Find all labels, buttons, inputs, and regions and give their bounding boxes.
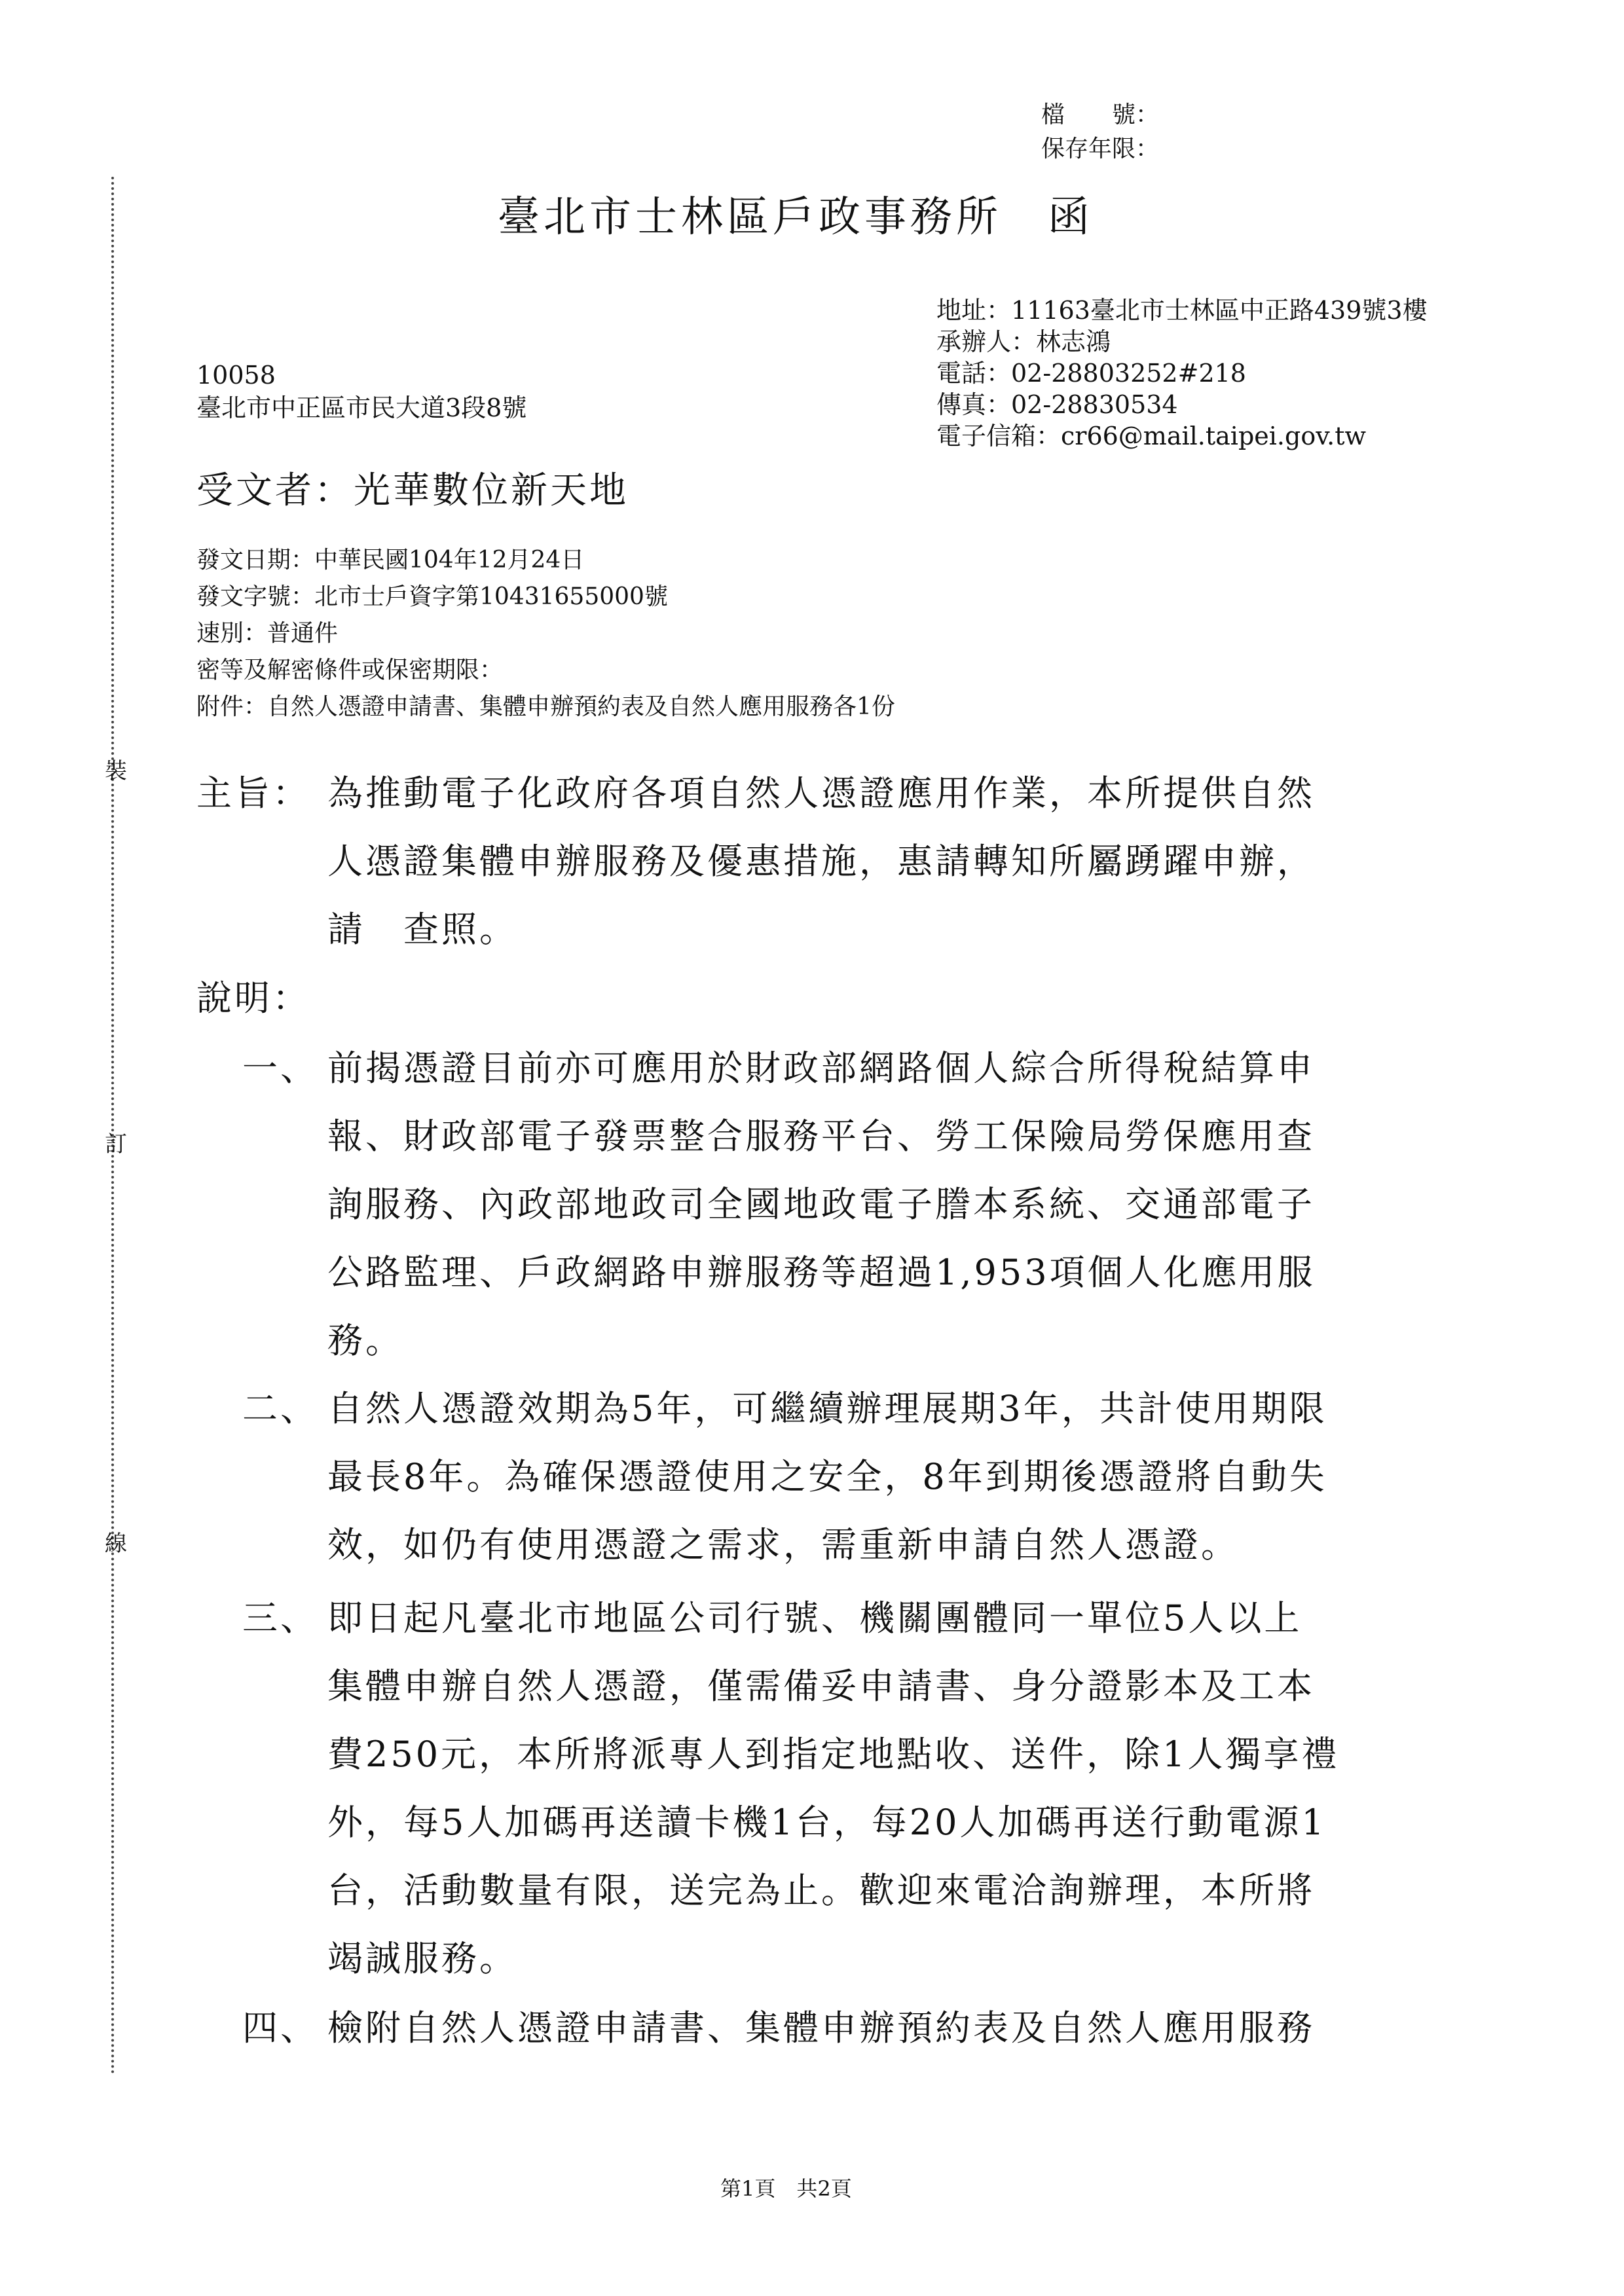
attachment-list: 附件：自然人憑證申請書、集體申辦預約表及自然人應用服務各1份 bbox=[196, 693, 895, 720]
retention-period-label: 保存年限： bbox=[1041, 136, 1160, 162]
recipient-address: 臺北市中正區市民大道3段8號 bbox=[196, 393, 527, 422]
subject-line: 請 查照。 bbox=[327, 909, 517, 950]
secrecy-level: 密等及解密條件或保密期限： bbox=[196, 657, 504, 683]
item-line: 台，活動數量有限，送完為止。歡迎來電洽詢辦理，本所將 bbox=[327, 1870, 1315, 1911]
page-footer: 第1頁 共2頁 bbox=[720, 2176, 852, 2201]
item-line: 檢附自然人憑證申請書、集體申辦預約表及自然人應用服務 bbox=[327, 2007, 1315, 2049]
subject-text bbox=[327, 759, 1315, 964]
document-title: 臺北市士林區戶政事務所 函 bbox=[498, 193, 1094, 242]
item-line: 外，每5人加碼再送讀卡機1台，每20人加碼再送行動電源1 bbox=[327, 1802, 1327, 1843]
file-meta bbox=[1041, 98, 1159, 166]
sender-address: 地址：11163臺北市士林區中正路439號3樓 bbox=[936, 296, 1428, 325]
sender-contact: 承辦人：林志鴻 bbox=[936, 327, 1111, 356]
item-line: 報、財政部電子發票整合服務平台、勞工保險局勞保應用查 bbox=[327, 1116, 1315, 1157]
issue-date: 發文日期：中華民國104年12月24日 bbox=[196, 547, 585, 574]
item-number: 四、 bbox=[242, 2007, 318, 2049]
item-line: 前揭憑證目前亦可應用於財政部網路個人綜合所得稅結算申 bbox=[327, 1048, 1315, 1089]
item-line: 自然人憑證效期為5年，可繼續辦理展期3年，共計使用期限 bbox=[327, 1388, 1327, 1429]
item-line: 詢服務、內政部地政司全國地政電子謄本系統、交通部電子 bbox=[327, 1184, 1315, 1225]
sender-email: 電子信箱：cr66@mail.taipei.gov.tw bbox=[936, 422, 1367, 450]
item-line: 務。 bbox=[327, 1320, 403, 1361]
subject-label: 主旨： bbox=[196, 773, 310, 814]
sender-phone: 電話：02-28803252#218 bbox=[936, 359, 1246, 388]
item-line: 公路監理、戶政網路申辦服務等超過1,953項個人化應用服 bbox=[327, 1252, 1316, 1293]
delivery-speed: 速別：普通件 bbox=[196, 620, 339, 647]
recipient-address-block bbox=[196, 359, 526, 424]
item-text bbox=[327, 1994, 1315, 2062]
subject-line: 人憑證集體申辦服務及優惠措施，惠請轉知所屬踴躍申辦， bbox=[327, 841, 1315, 882]
binding-mark-ding: 訂 bbox=[105, 1131, 127, 1157]
item-number: 二、 bbox=[242, 1388, 318, 1429]
explanation-label: 說明： bbox=[196, 977, 310, 1019]
item-line: 集體申辦自然人憑證，僅需備妥申請書、身分證影本及工本 bbox=[327, 1666, 1315, 1707]
item-line: 最長8年。為確保憑證使用之安全，8年到期後憑證將自動失 bbox=[327, 1456, 1327, 1497]
item-line: 費250元，本所將派專人到指定地點收、送件，除1人獨享禮 bbox=[327, 1734, 1340, 1775]
item-text bbox=[327, 1375, 1327, 1579]
sender-fax: 傳真：02-28830534 bbox=[936, 390, 1178, 419]
binding-mark-zhuang: 裝 bbox=[105, 758, 127, 784]
item-line: 竭誠服務。 bbox=[327, 1938, 517, 1979]
sender-info bbox=[936, 295, 1428, 452]
receiver: 受文者：光華數位新天地 bbox=[196, 469, 629, 512]
item-text bbox=[327, 1034, 1316, 1375]
item-line: 即日起凡臺北市地區公司行號、機關團體同一單位5人以上 bbox=[327, 1597, 1302, 1639]
item-number: 三、 bbox=[242, 1597, 318, 1639]
item-text bbox=[327, 1584, 1339, 1993]
file-number-label: 檔 號： bbox=[1041, 101, 1160, 128]
recipient-zip: 10058 bbox=[196, 361, 276, 390]
subject-line: 為推動電子化政府各項自然人憑證應用作業，本所提供自然 bbox=[327, 773, 1315, 814]
item-line: 效，如仍有使用憑證之需求，需重新申請自然人憑證。 bbox=[327, 1524, 1239, 1565]
item-number: 一、 bbox=[242, 1048, 318, 1089]
document-number: 發文字號：北市士戶資字第10431655000號 bbox=[196, 583, 668, 610]
binding-mark-xian: 線 bbox=[105, 1531, 127, 1557]
document-meta bbox=[196, 542, 895, 725]
